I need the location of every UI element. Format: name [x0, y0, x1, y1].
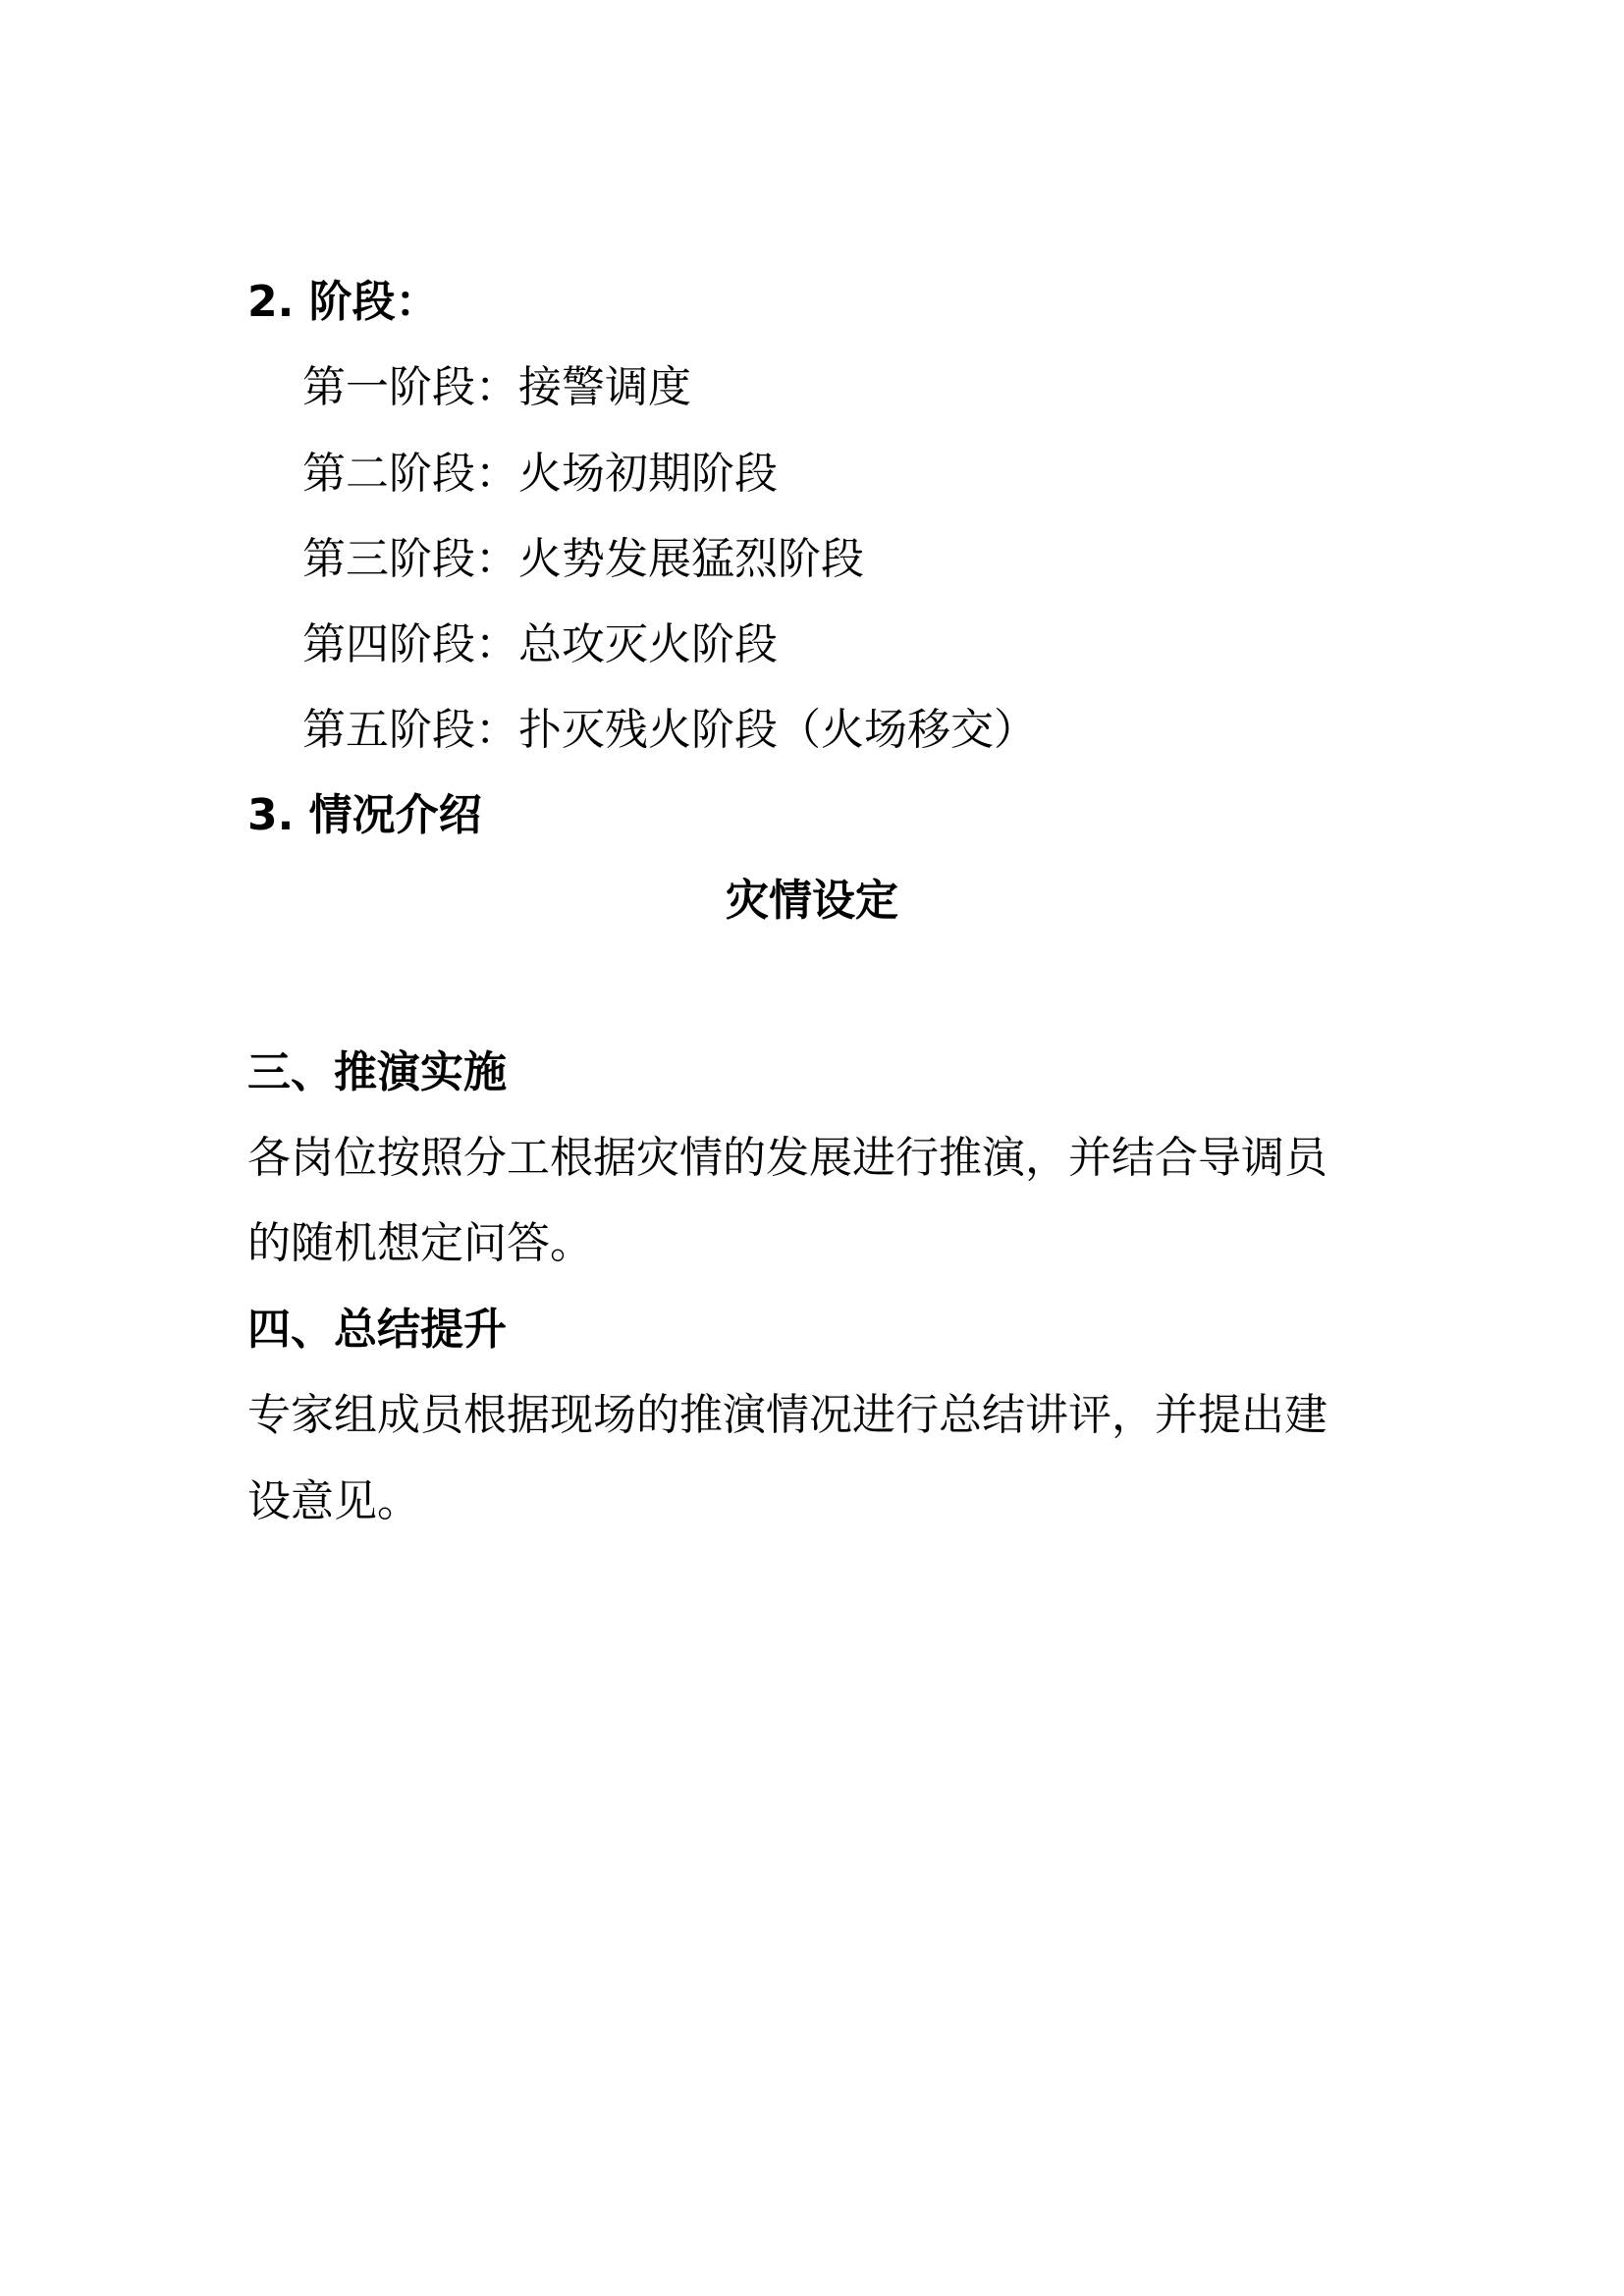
- section-3-heading: 3. 情况介绍: [247, 790, 482, 840]
- section-2-heading: 2. 阶段：: [247, 277, 439, 327]
- part-3-paragraph-line-2: 的随机想定问答。: [247, 1218, 593, 1268]
- part-4-paragraph-line-2: 设意见。: [247, 1476, 420, 1526]
- part-3-paragraph-line-1: 各岗位按照分工根据灾情的发展进行推演，并结合导调员: [247, 1133, 1327, 1183]
- part-4-heading: 四、总结提升: [247, 1305, 507, 1355]
- stage-item-5: 第五阶段：扑灭残火阶段（火场移交）: [302, 705, 1037, 755]
- disaster-setting-title: 灾情设定: [726, 876, 898, 926]
- stage-item-2: 第二阶段：火场初期阶段: [302, 449, 778, 499]
- stage-item-3: 第三阶段：火势发展猛烈阶段: [302, 534, 864, 584]
- part-3-heading: 三、推演实施: [247, 1047, 507, 1097]
- part-4-paragraph-line-1: 专家组成员根据现场的推演情况进行总结讲评，并提出建: [247, 1390, 1327, 1440]
- stage-item-1: 第一阶段：接警调度: [302, 362, 691, 412]
- stage-item-4: 第四阶段：总攻灭火阶段: [302, 619, 778, 669]
